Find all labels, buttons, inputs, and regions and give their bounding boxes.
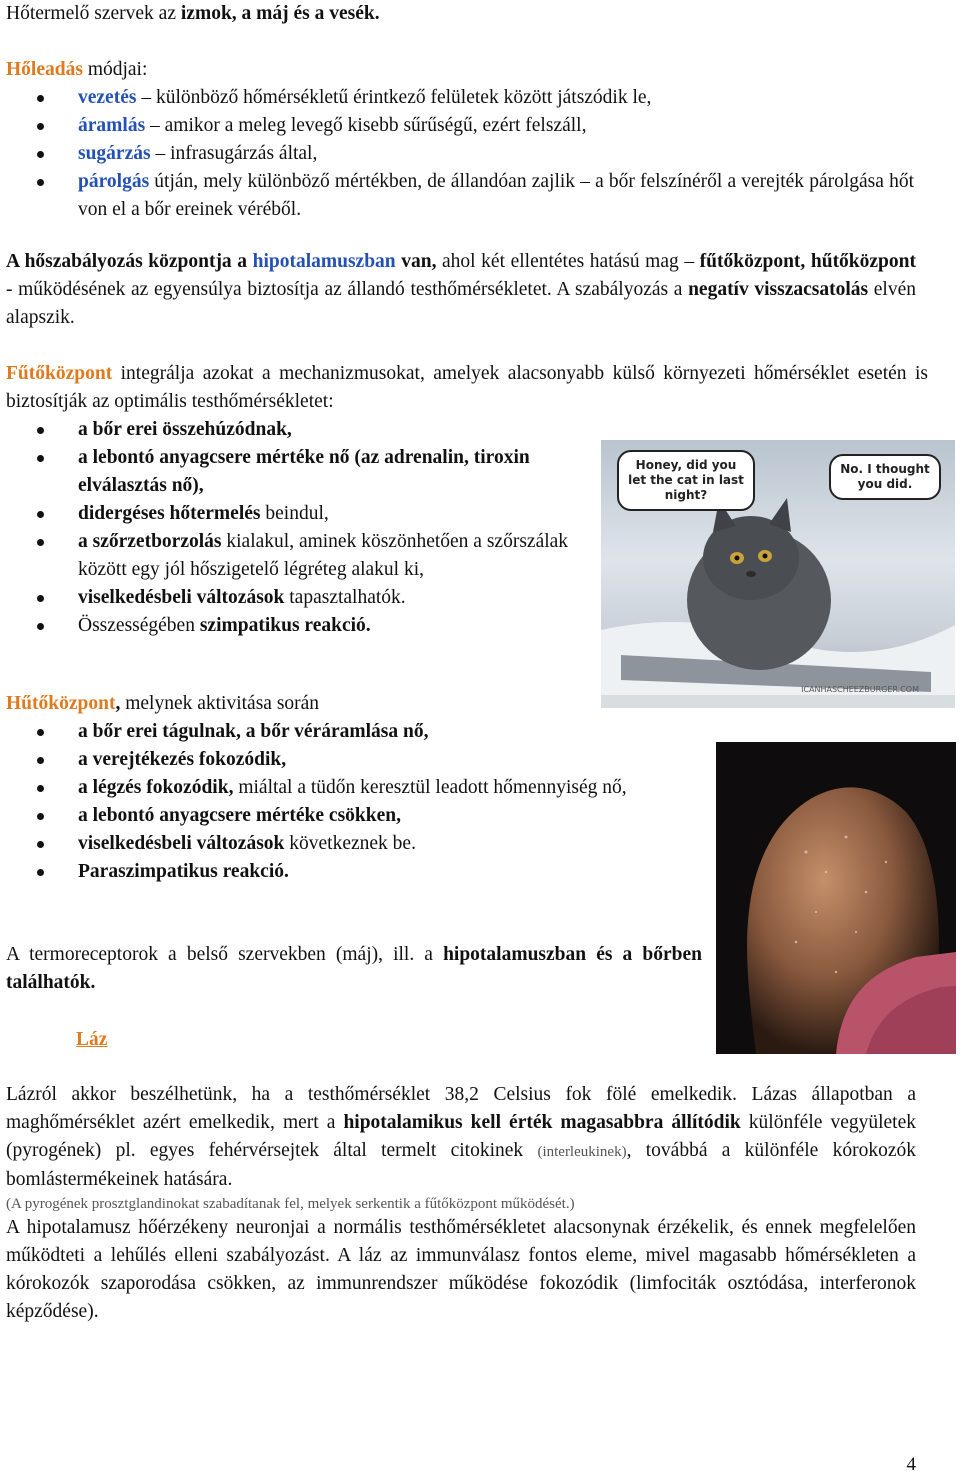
cooling-list	[6, 718, 702, 886]
list-item: viselkedésbeli változások tapasztalhatók.	[6, 584, 592, 612]
list-item: a szőrzetborzolás kialakul, aminek köszönhetően a szőrszálak között egy jól hőszigetelő légréteg alakul ki,	[6, 528, 592, 584]
speech-bubble-right: No. I thought you did.	[829, 454, 941, 500]
image-credit: ICANHASCHEEZBURGER.COM	[801, 685, 919, 694]
list-item: viselkedésbeli változások következnek be.	[6, 830, 702, 858]
list-item: a lebontó anyagcsere mértéke csökken,	[6, 802, 702, 830]
list-item: vezetés – különböző hőmérsékletű érintkező felületek között játszódik le,	[6, 84, 918, 112]
heating-list	[6, 416, 592, 640]
intro-paragraph	[6, 0, 946, 28]
list-item: a légzés fokozódik, miáltal a tüdőn keresztül leadott hőmennyiség nő,	[6, 774, 702, 802]
speech-bubble-left: Honey, did you let the cat in last night?	[617, 450, 755, 511]
list-item: a verejtékezés fokozódik,	[6, 746, 702, 774]
cat-in-snow-image	[601, 440, 955, 708]
fever-note: (A pyrogének prosztglandinokat szabadítanak fel, melyek serkentik a fűtőközpont működését.)	[6, 1196, 575, 1212]
page-number: 4	[906, 1454, 916, 1475]
list-item: a lebontó anyagcsere mértéke nő (az adrenalin, tiroxin elválasztás nő),	[6, 444, 592, 500]
cooling-intro: Hűtőközpont, melynek aktivitása során	[6, 693, 320, 714]
list-item: Összességében szimpatikus reakció.	[6, 612, 592, 640]
list-item: párolgás útján, mely különböző mértékben, de állandóan zajlik – a bőr felszínéről a verejték párolgása hőt von el a bőr ereinek véréből.	[6, 168, 918, 224]
fever-heading: Láz	[76, 1029, 108, 1050]
fever-paragraph: Lázról akkor beszélhetünk, ha a testhőmérséklet 38,2 Celsius fok fölé emelkedik. Lázas állapotban a maghőmérséklet azért emelkedik, mert a hipotalamikus kell érték magasabbra állítódik különféle vegyületek (pyrogének) pl. egyes fehérvérsejtek által termelt citokinek (interleukinek), továbbá a különféle kórokozók bomlástermékeinek hatására.	[6, 1084, 917, 1190]
fever-paragraph-2: A hipotalamusz hőérzékeny neuronjai a normális testhőmérsékletet alacsonynak érzékelik, és ennek megfelelően működteti a lehűlés elleni szabályozást. A láz az immunválasz fontos eleme, mivel magasabb hőmérsékleten a kórokozók szaporodása csökken, az immunrendszer működése fokozódik (limfociták osztódása, interferonok képződése).	[6, 1217, 916, 1322]
list-item: didergéses hőtermelés beindul,	[6, 500, 592, 528]
list-item: a bőr erei összehúzódnak,	[6, 416, 592, 444]
list-item: sugárzás – infrasugárzás által,	[6, 140, 918, 168]
regulation-paragraph: A hőszabályozás központja a hipotalamuszban van, ahol két ellentétes hatású mag – fűtőközpont, hűtőközpont - működésének az egyensúlya biztosítja az állandó testhőmérsékletet. A szabályozás a negatív visszacsatolás elvén alapszik.	[6, 251, 916, 328]
heating-intro: Fűtőközpont integrálja azokat a mechanizmusokat, amelyek alacsonyabb külső környezeti hőmérséklet esetén is biztosítják az optimális testhőmérsékletet:	[6, 363, 928, 412]
sweaty-shoulder-image	[716, 742, 956, 1054]
list-item: Paraszimpatikus reakció.	[6, 858, 702, 886]
list-item: a bőr erei tágulnak, a bőr véráramlása nő,	[6, 718, 702, 746]
intro-text: Hőtermelő szervek az	[6, 3, 181, 24]
intro-bold: izmok, a máj és a vesék.	[180, 3, 380, 24]
heat-loss-title: Hőleadás módjai:	[6, 59, 148, 80]
receptors-paragraph: A termoreceptorok a belső szervekben (máj), ill. a hipotalamuszban és a bőrben találhatók.	[6, 944, 702, 993]
heat-loss-section	[6, 56, 946, 224]
list-item: áramlás – amikor a meleg levegő kisebb sűrűségű, ezért felszáll,	[6, 112, 918, 140]
